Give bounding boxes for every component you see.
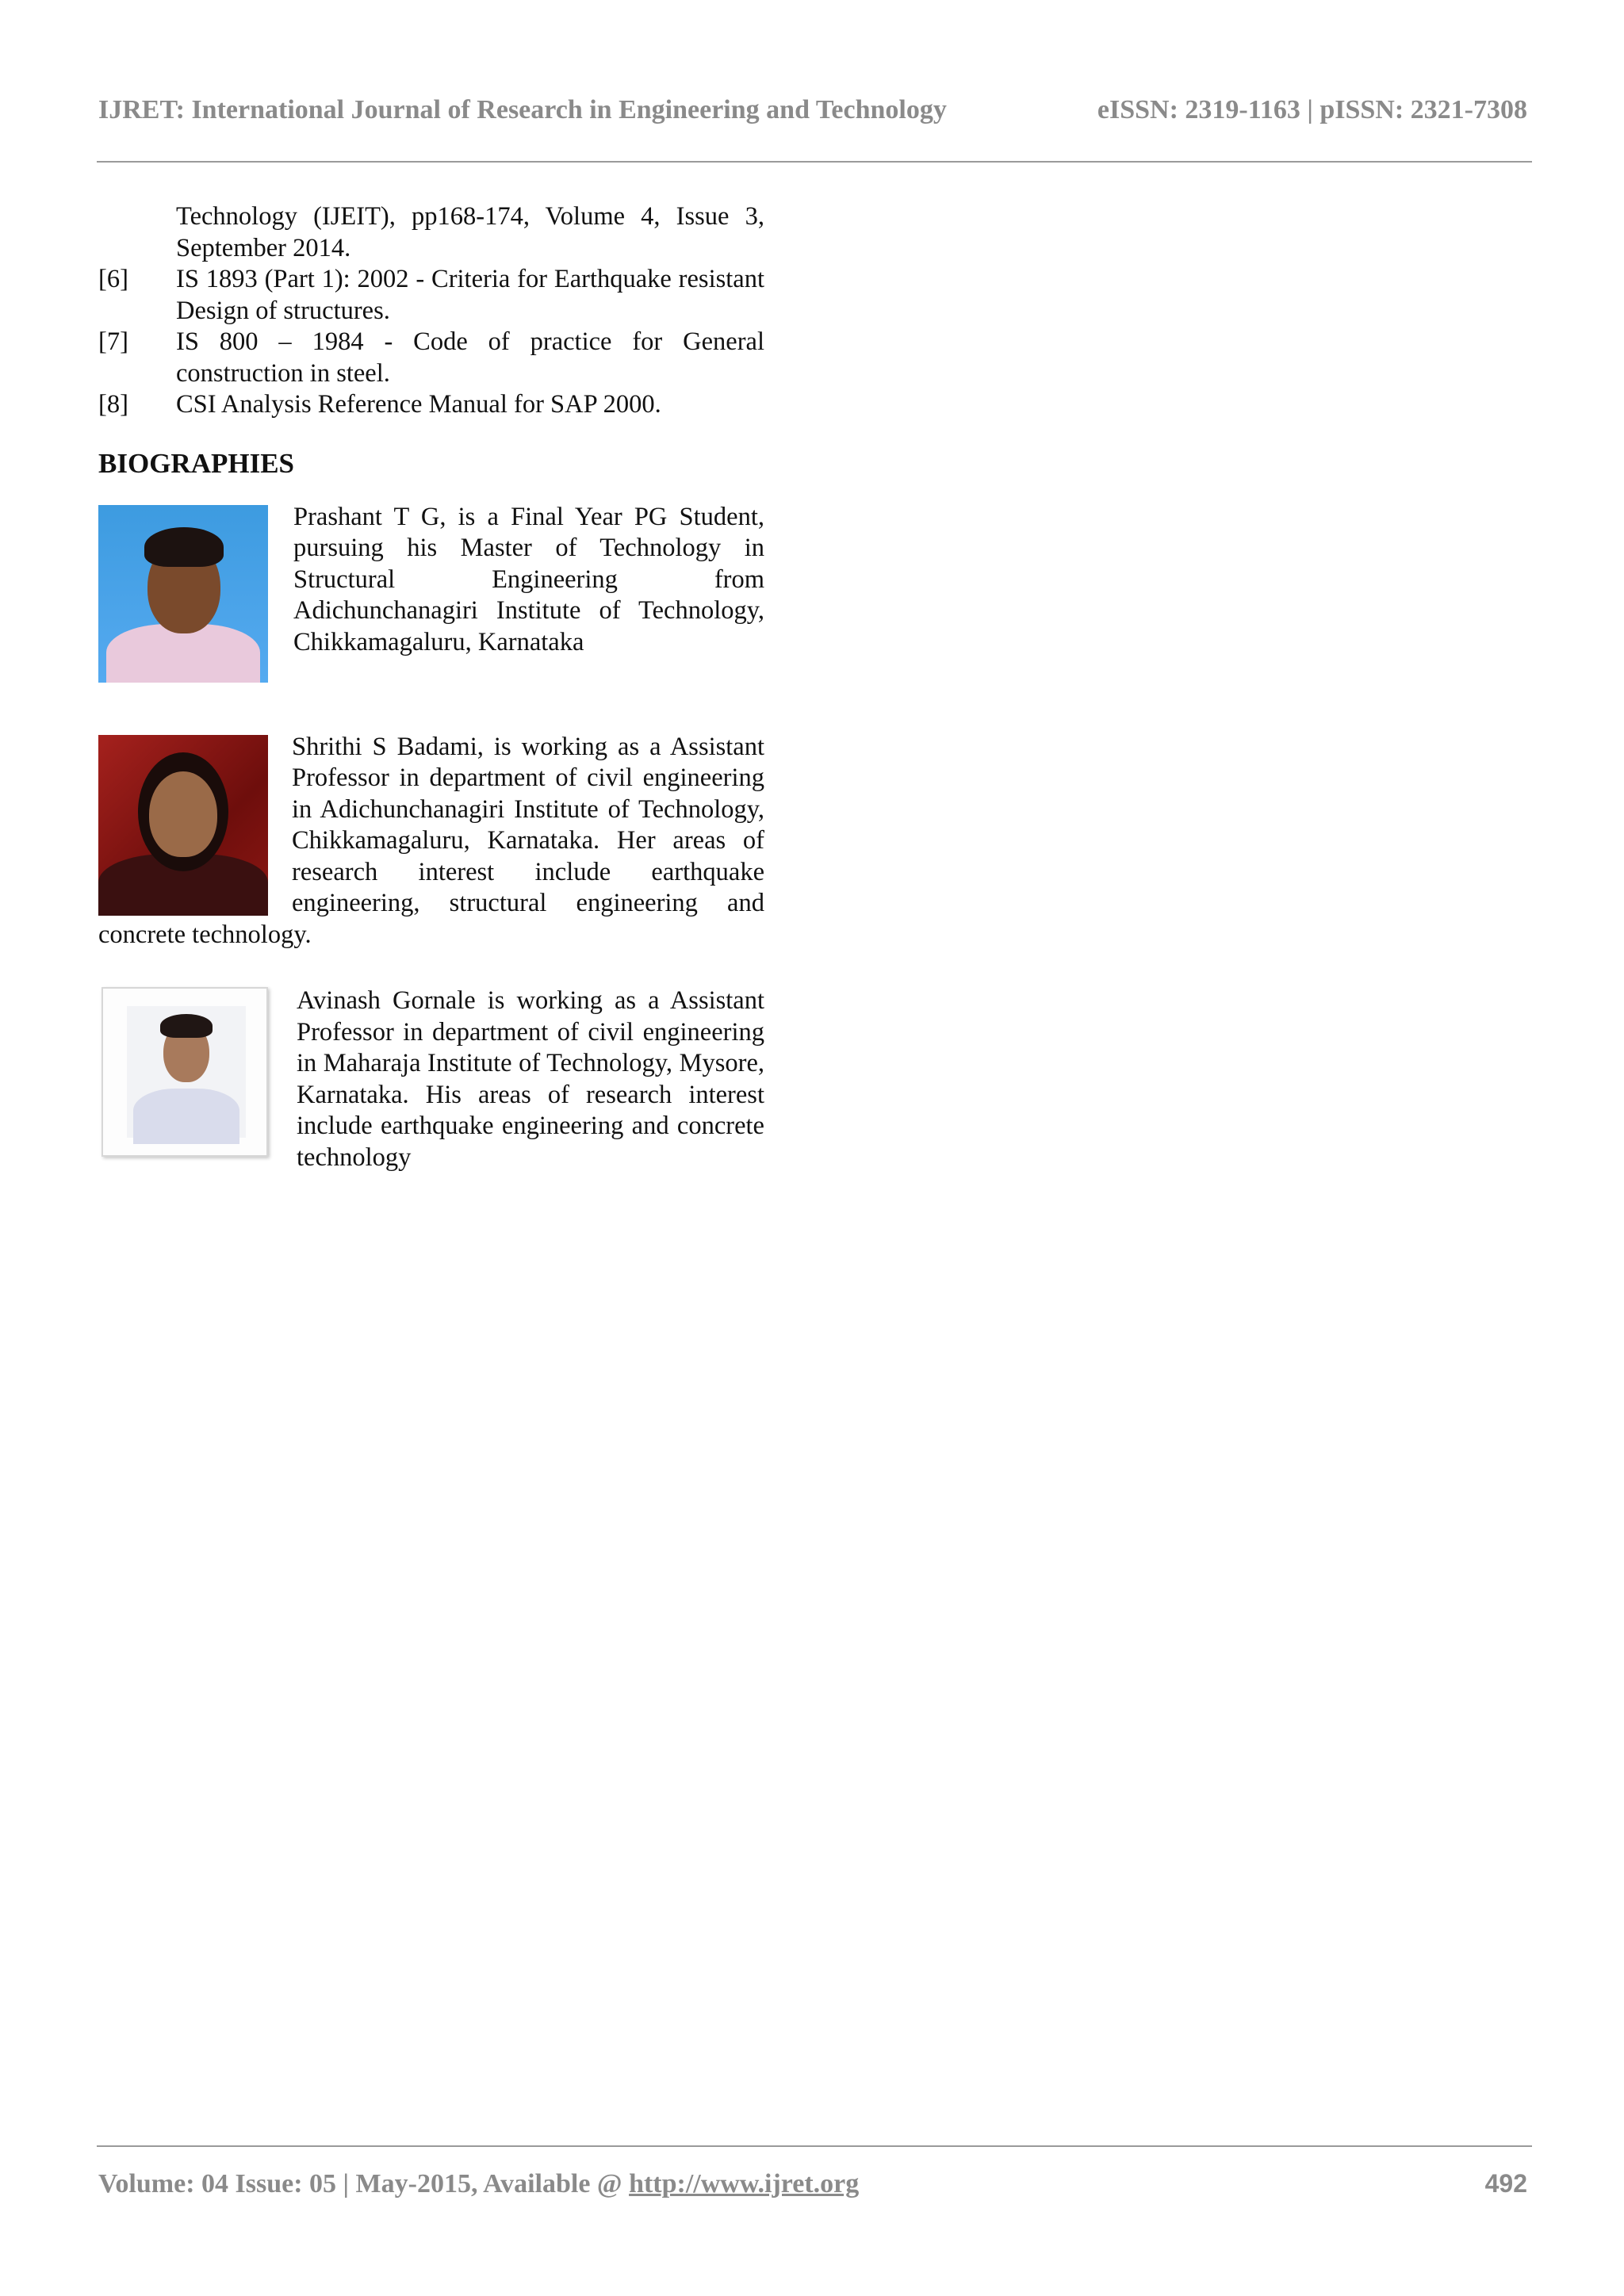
author-photo [98, 505, 268, 683]
reference-item [98, 201, 764, 264]
author-photo [102, 987, 268, 1157]
footer-prefix: Volume: 04 Issue: 05 | May-2015, Available @ [98, 2169, 630, 2198]
reference-item [98, 389, 764, 421]
biography-text: Shrithi S Badami, is working as a Assistant Professor in department of civil engineering in Adichunchanagiri Institute of Technology, Chikkamagaluru, Karnataka. Her areas of research interest include earthquake engineering, structural engineering and concrete technology. [98, 732, 764, 949]
reference-number: [6] [98, 265, 128, 293]
reference-number: [7] [98, 327, 128, 356]
biography-text: Avinash Gornale is working as a Assistant Professor in department of civil engineering in Maharaja Institute of Technology, Mysore, Karnataka. His areas of research interest include earthquake engineering and concrete technology [297, 986, 764, 1172]
header-rule [97, 161, 1532, 163]
reference-list [98, 201, 764, 421]
page-header [98, 95, 1526, 135]
biography-item [98, 985, 764, 1173]
issn-text: eISSN: 2319-1163 | pISSN: 2321-7308 [1097, 95, 1527, 124]
biography-item [98, 732, 764, 951]
page-number: 492 [1484, 2169, 1527, 2198]
biographies-heading: BIOGRAPHIES [98, 447, 294, 479]
reference-item [98, 327, 764, 389]
author-photo [98, 735, 268, 916]
reference-number: [8] [98, 390, 128, 419]
biography-text: Prashant T G, is a Final Year PG Student, pursuing his Master of Technology in Structural Engineering from Adichunchanagiri Institute of Technology, Chikkamagaluru, Karnataka [293, 502, 764, 656]
footer-rule [97, 2145, 1532, 2147]
reference-text: CSI Analysis Reference Manual for SAP 2000. [176, 390, 661, 419]
reference-text: IS 800 – 1984 - Code of practice for General construction in steel. [176, 327, 764, 388]
reference-item [98, 264, 764, 327]
left-column [98, 201, 764, 1173]
footer-volume-info [98, 2169, 859, 2199]
reference-text: Technology (IJEIT), pp168-174, Volume 4, Issue 3, September 2014. [176, 202, 764, 262]
reference-text: IS 1893 (Part 1): 2002 - Criteria for Earthquake resistant Design of structures. [176, 265, 764, 325]
journal-title: IJRET: International Journal of Research in Engineering and Technology [98, 95, 947, 124]
biography-item [98, 502, 764, 683]
journal-website-link[interactable]: http://www.ijret.org [629, 2169, 860, 2198]
